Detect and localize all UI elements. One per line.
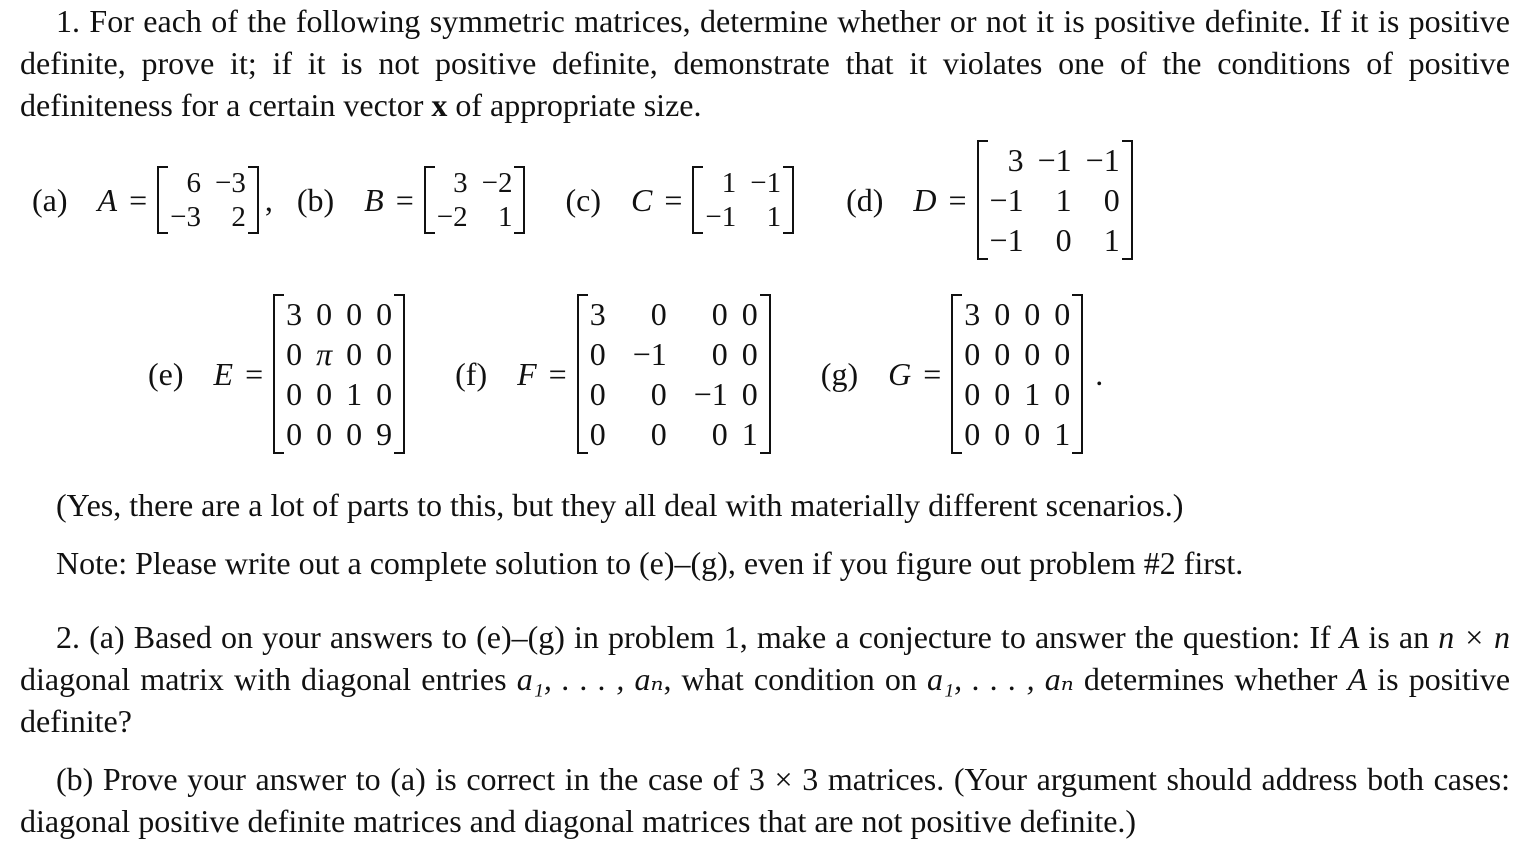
matrix-c-name: C [630,181,653,218]
matrix-e [273,294,405,454]
problem-1-statement [20,0,1510,126]
problem-2a-text: , what condition on [663,661,928,697]
matrix-d [977,140,1133,260]
part-f-label: (f) [455,355,488,392]
matrix-cell: 0 [376,376,393,412]
matrix-cell: 0 [346,416,363,452]
matrix-cell: 0 [286,416,303,452]
matrix-b-name: B [364,181,384,218]
matrix-row-2 [148,294,1103,454]
dimension-expression: n × n [1438,619,1511,655]
matrix-cell: 9 [376,416,393,452]
matrix-cell: 1 [1054,416,1071,452]
part-g-label: (g) [820,355,859,392]
problem-2a-text: determines whether [1073,661,1348,697]
vector-x: x [431,87,448,123]
matrix-cell: 0 [316,296,333,332]
equals-sign: = [948,181,967,218]
matrix-cell: 0 [286,336,303,372]
part-2a-label: (a) [89,619,125,655]
part-b-label: (b) [296,181,335,218]
matrix-cell: 0 [376,296,393,332]
matrix-cell: 0 [994,336,1011,372]
matrix-cell: 1 [1055,182,1072,218]
problem-2a-text: is an [1359,619,1439,655]
matrix-symbol: A [1347,661,1368,697]
matrix-cell: 0 [964,376,981,412]
diagonal-entries: a₁, . . . , aₙ [927,661,1074,697]
equals-sign: = [923,355,942,392]
part-c-label: (c) [565,181,601,218]
matrix-cell: 0 [1055,222,1072,258]
matrix-cell: 0 [650,296,667,332]
problem-2a-text: Based on your answers to (e)–(g) in problem 1, make a conjecture to answer the question: If [124,619,1340,655]
part-e-label: (e) [148,355,184,392]
matrix-cell: 0 [711,416,728,452]
matrix-cell: 0 [286,376,303,412]
problem-1-text: For each of the following symmetric matrices, determine whether or not it is positive definite. If it is positive definite, prove it; if it is not positive definite, demonstrate that it violates one of the conditions of positive definiteness for a certain vector [20,3,1511,123]
matrix-cell: 1 [721,167,737,199]
matrix-cell: 3 [589,296,606,332]
matrix-cell: −2 [481,167,513,199]
matrix-a [157,166,259,234]
matrix-cell: 0 [346,296,363,332]
equals-sign: = [548,355,567,392]
problem-2b-text: Prove your answer to (a) is correct in the case of 3 × 3 matrices. (Your argument should address both cases: diagonal positive definite matrices and diagonal matrices that are not positive definite.) [20,761,1510,839]
equals-sign: = [245,355,264,392]
problem-2a-text: diagonal matrix with diagonal entries [20,661,517,697]
part-2b-label: (b) [56,761,94,797]
matrix-cell: 6 [186,167,201,199]
problem-1-number: 1. [56,3,80,39]
matrix-cell: −3 [170,201,201,233]
matrix-g-name: G [888,355,912,392]
matrix-cell: 0 [589,416,606,452]
matrix-cell: 0 [741,376,758,412]
matrix-cell: 3 [1007,142,1024,178]
matrix-cell: 0 [994,376,1011,412]
matrix-cell: 1 [497,201,513,233]
matrix-cell: 0 [346,336,363,372]
matrix-cell: 0 [589,336,606,372]
matrix-cell: 3 [964,296,981,332]
matrix-cell: 3 [286,296,303,332]
matrix-cell: 0 [711,296,728,332]
equals-sign: = [395,181,414,218]
matrix-cell: 0 [1054,376,1071,412]
matrix-cell: 0 [1024,416,1041,452]
part-d-label: (d) [846,181,884,218]
matrix-cell: 1 [1103,222,1120,258]
matrix-cell: −1 [705,201,737,233]
matrix-cell: −3 [214,167,246,199]
matrix-cell: −2 [436,201,468,233]
equals-sign: = [129,181,148,218]
matrix-cell: 0 [376,336,393,372]
comma: , [264,181,273,218]
matrix-cell: 0 [994,416,1011,452]
matrix-cell: π [316,336,333,372]
matrix-cell: 0 [994,296,1011,332]
matrix-cell: 0 [711,336,728,372]
matrix-cell: 0 [316,416,333,452]
matrix-d-name: D [913,181,937,218]
matrix-cell: 2 [231,201,246,233]
matrix-cell: −1 [693,376,728,412]
matrix-symbol: A [1339,619,1360,655]
matrix-cell: 0 [741,296,758,332]
problem-2b-statement [20,758,1510,842]
matrix-cell: 1 [1024,376,1041,412]
matrix-cell: −1 [1037,142,1072,178]
equals-sign: = [664,181,683,218]
matrix-cell: 0 [1024,336,1041,372]
matrix-f [577,294,771,454]
matrix-b [424,166,526,234]
matrix-f-name: F [517,355,537,392]
matrix-cell: 0 [1054,336,1071,372]
matrix-cell: 0 [650,376,667,412]
matrix-cell: 1 [766,201,782,233]
matrix-cell: 0 [316,376,333,412]
matrix-cell: 0 [964,416,981,452]
matrix-cell: 0 [1024,296,1041,332]
matrix-cell: 0 [589,376,606,412]
matrix-cell: 1 [346,376,363,412]
matrix-cell: −1 [750,167,782,199]
matrix-cell: 3 [453,167,468,199]
problem-2a-statement [20,616,1510,742]
matrix-cell: 0 [964,336,981,372]
matrix-cell: 0 [1103,182,1120,218]
period: . [1095,355,1104,392]
matrix-cell: −1 [989,182,1024,218]
matrix-cell: −1 [632,336,667,372]
matrix-c [692,166,794,234]
matrix-cell: −1 [989,222,1024,258]
matrix-g [951,294,1083,454]
part-a-label: (a) [32,181,68,218]
matrix-e-name: E [213,355,234,392]
problem-1-text-end: of appropriate size. [447,87,702,123]
matrix-cell: 1 [741,416,758,452]
matrix-a-name: A [97,181,118,218]
matrix-cell: −1 [1085,142,1120,178]
matrix-cell: 0 [1054,296,1071,332]
problem-2-number: 2. [56,619,80,655]
remark: (Yes, there are a lot of parts to this, but they all deal with materially different scenarios.) [56,487,1184,523]
matrix-cell: 0 [741,336,758,372]
diagonal-entries: a₁, . . . , aₙ [516,661,664,697]
matrix-row-1 [32,140,1133,260]
note: Note: Please write out a complete solution to (e)–(g), even if you figure out problem #2 first. [56,545,1244,581]
problem-2a-text: is positive definite? [20,661,1511,739]
matrix-cell: 0 [650,416,667,452]
